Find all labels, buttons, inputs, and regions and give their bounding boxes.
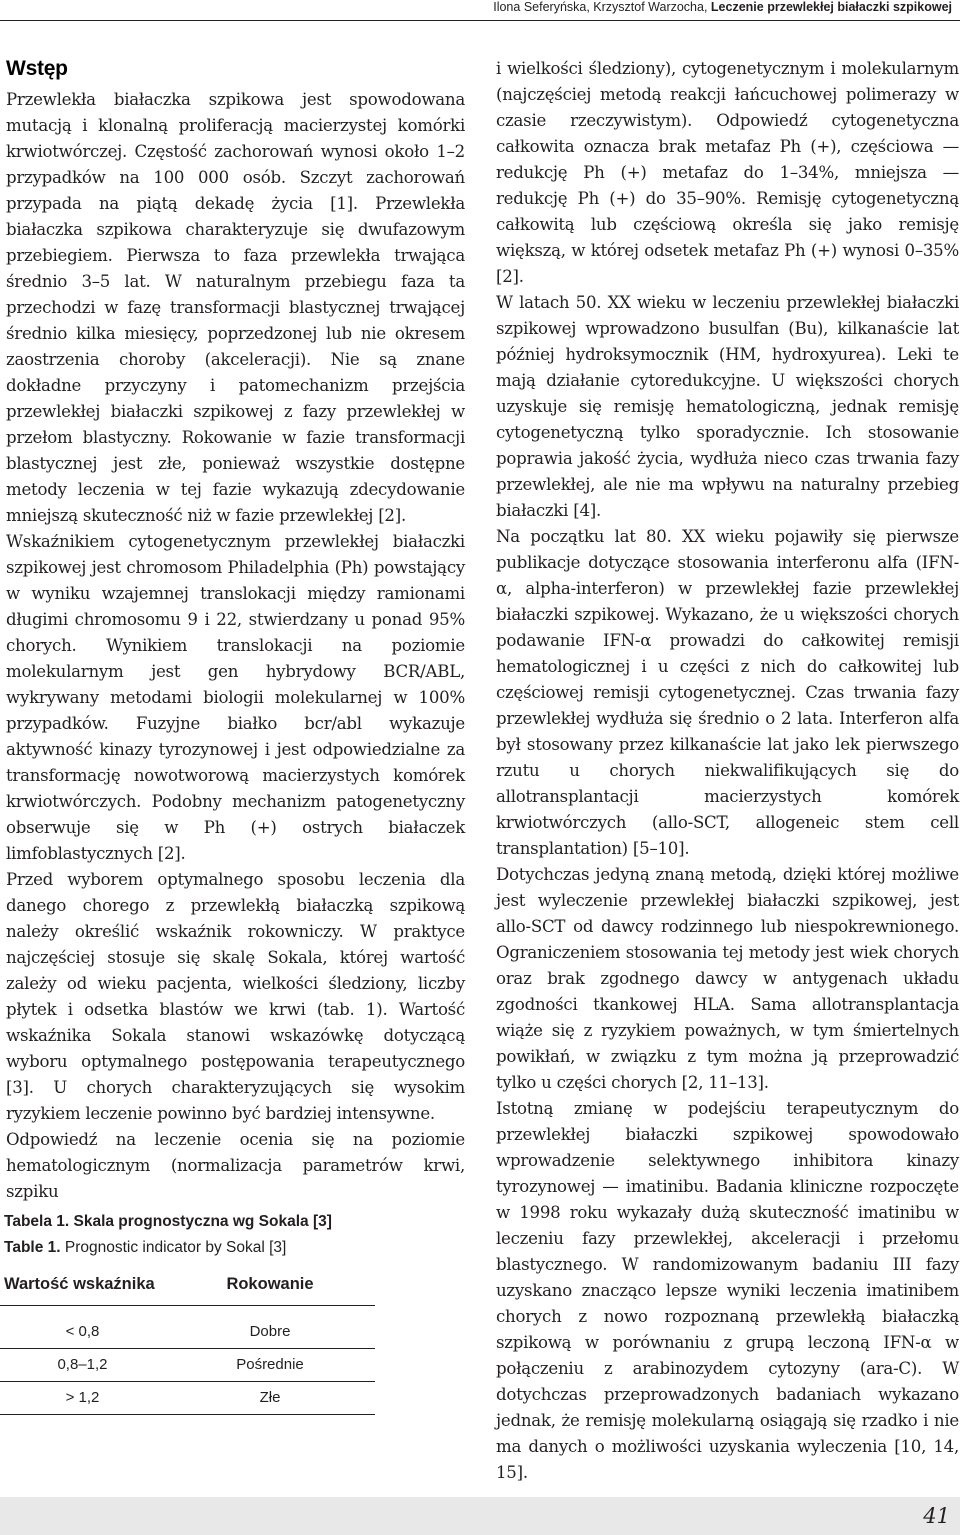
running-head-title: Leczenie przewlekłej białaczki szpikowej [710,0,952,14]
paragraph: Na początku lat 80. XX wieku pojawiły się pierwsze publikacje dotyczące stosowania interferonu alfa (IFN-α, alpha-interferon) w przewlekłej fazie przewlekłej białaczki szpikowej. Wykazano, że u większości chorych podawanie IFN-α prowadzi do całkowitej remisji hematologicznej i u części z nich do całkowitej lub częściowej remisji cytogenetycznej. Czas trwania fazy przewlekłej wydłuża się średnio o 2 lata. Interferon alfa był stosowany przez kilkanaście lat jako lek pierwszego rzutu u chorych niekwalifikujących się do allotransplantacji macierzystych komórek krwiotwórczych (allo-SCT, allogeneic stem cell transplantation) [5–10]. [496,527,959,858]
table-cell: Dobre [165,1305,375,1348]
paragraph: Przewlekła białaczka szpikowa jest spowodowana mutacją i klonalną proliferacją macierzystej komórki krwiotwórczej. Częstość zachorowań wynosi około 1–2 przypadków na 100 000 osób. Szczyt zachorowań przypada na piątą dekadę życia [1]. Przewlekła białaczka szpikowa charakteryzuje się dwufazowym przebiegiem. Pierwsza to faza przewlekła trwająca średnio 3–5 lat. W naturalnym przebiegu faza ta przechodzi w fazę transformacji blastycznej trwającej średnio kilka miesięcy, poprzedzonej lub nie okresem zaostrzenia choroby (akceleracji). Nie są znane dokładne przyczyny i patomechanizm przejścia przewlekłej białaczki szpikowej z fazy przewlekłej w przełom blastyczny. Rokowanie w fazie transformacji blastycznej jest złe, ponieważ wszystkie dostępne metody leczenia w tej fazie wykazują zdecydowanie mniejszą skuteczność niż w fazie przewlekłej [2]. [6,90,465,525]
header-rule [0,20,960,21]
sokal-table [0,1275,375,1415]
table-row [0,1381,375,1414]
running-head [493,0,952,16]
paragraph: Wskaźnikiem cytogenetycznym przewlekłej białaczki szpikowej jest chromosom Philadelphia (Ph) powstający w wyniku wzajemnej translokacji między ramionami długimi chromosomu 9 i 22, stwierdzany u ponad 95% chorych. Wynikiem translokacji na poziomie molekularnym jest gen hybrydowy BCR/ABL, wykrywany metodami biologii molekularnej w 100% przypadków. Fuzyjne białko bcr/abl wykazuje aktywność kinazy tyrozynowej i jest odpowiedzialne za transformację nowotworową macierzystych komórek krwiotwórczych. Podobny mechanizm patogenetyczny obserwuje się w Ph (+) ostrych białaczek limfoblastycznych [2]. [6,532,465,863]
table-caption-en [0,1235,375,1261]
table-caption-en-text: Prognostic indicator by Sokal [3] [64,1239,287,1256]
table-cell: > 1,2 [0,1381,165,1414]
running-head-authors: Ilona Seferyńska, Krzysztof Warzocha, [493,0,711,14]
paragraph: Istotną zmianę w podejściu terapeutycznym do przewlekłej białaczki szpikowej spowodowało wprowadzenie selektywnego inhibitora kinazy tyrozynowej — imatinibu. Badania kliniczne rozpoczęte w 1998 roku wykazały dużą skuteczność imatinibu w leczeniu fazy przewlekłej, akceleracji i przełomu blastycznego. W randomizowanym badaniu III fazy uzyskano znacząco lepsze wyniki leczenia imatinibem chorych z nowo rozpoznaną przewlekłą białaczką szpikową w porównaniu z grupą leczoną IFN-α w połączeniu z arabinozydem cytozyny (ara-C). W dotychczas przeprowadzonych badaniach wykazano jednak, że remisję molekularną osiągają się rzadko i nie ma danych o możliwości uzyskania wyleczenia [10, 14, 15]. [496,1099,959,1482]
paragraph: W latach 50. XX wieku w leczeniu przewlekłej białaczki szpikowej wprowadzono busulfan (Bu), kilkanaście lat później hydroksymocznik (HM, hydroxyurea). Leki te mają działanie cytoredukcyjne. U większości chorych uzyskuje się remisję hematologiczną, jednak remisję cytogenetyczną tylko sporadycznie. Ich stosowanie poprawia jakość życia, wydłuża nieco czas trwania fazy przewlekłej, ale nie ma wpływu na naturalny przebieg białaczki [4]. [496,293,959,520]
footer-band [0,1497,960,1535]
section-heading: Wstęp [6,57,68,80]
table-row [0,1348,375,1381]
table-cell: Złe [165,1381,375,1414]
right-column [496,56,959,1486]
table-caption-pl [0,1208,375,1235]
table-header-row [0,1275,375,1305]
table-caption-pl-label: Tabela 1. [4,1213,70,1230]
page-number: 41 [923,1504,950,1528]
table-header-cell: Wartość wskaźnika [0,1275,165,1305]
table-caption-pl-text: Skala prognostyczna wg Sokala [3] [73,1213,332,1230]
table-row [0,1305,375,1348]
table-header-cell: Rokowanie [165,1275,375,1305]
table-cell: < 0,8 [0,1305,165,1348]
paragraph: i wielkości śledziony), cytogenetycznym i molekularnym (najczęściej metodą reakcji łańcuchowej polimerazy w czasie rzeczywistym). Odpowiedź cytogenetyczna całkowita oznacza brak metafaz Ph (+), częściowa — redukcję Ph (+) metafaz do 1–34%, mniejsza — redukcję Ph (+) do 35–90%. Remisję cytogenetyczną całkowitą lub częściową określa się jako remisję większą, w której odsetek metafaz Ph (+) wynosi 0–35% [2]. [496,59,959,286]
left-column [6,56,465,1205]
paragraph: Przed wyborem optymalnego sposobu leczenia dla danego chorego z przewlekłą białaczką szpikową należy określić wskaźnik rokowniczy. W praktyce najczęściej stosuje się skalę Sokala, której wartość zależy od wieku pacjenta, wielkości śledziony, liczby płytek i odsetka blastów we krwi (tab. 1). Wartość wskaźnika Sokala stanowi wskazówkę dotyczącą wyboru optymalnego postępowania terapeutycznego [3]. U chorych charakteryzujących się wysokim ryzykiem leczenie powinno być bardziej intensywne. [6,870,465,1123]
table-cell: 0,8–1,2 [0,1348,165,1381]
paragraph: Dotychczas jedyną znaną metodą, dzięki której możliwe jest wyleczenie przewlekłej białaczki szpikowej, jest allo-SCT od dawcy rodzinnego lub niespokrewnionego. Ograniczeniem stosowania tej metody jest wiek chorych oraz brak zgodnego dawcy w antygenach układu zgodności tkankowej HLA. Sama allotransplantacja wiąże się z ryzykiem poważnych, w tym śmiertelnych powikłań, w związku z tym można ją przeprowadzić tylko u części chorych [2, 11–13]. [496,865,959,1092]
table-1 [0,1208,375,1415]
table-caption-en-label: Table 1. [4,1239,61,1256]
paragraph: Odpowiedź na leczenie ocenia się na poziomie hematologicznym (normalizacja parametrów krwi, szpiku [6,1130,465,1201]
table-cell: Pośrednie [165,1348,375,1381]
